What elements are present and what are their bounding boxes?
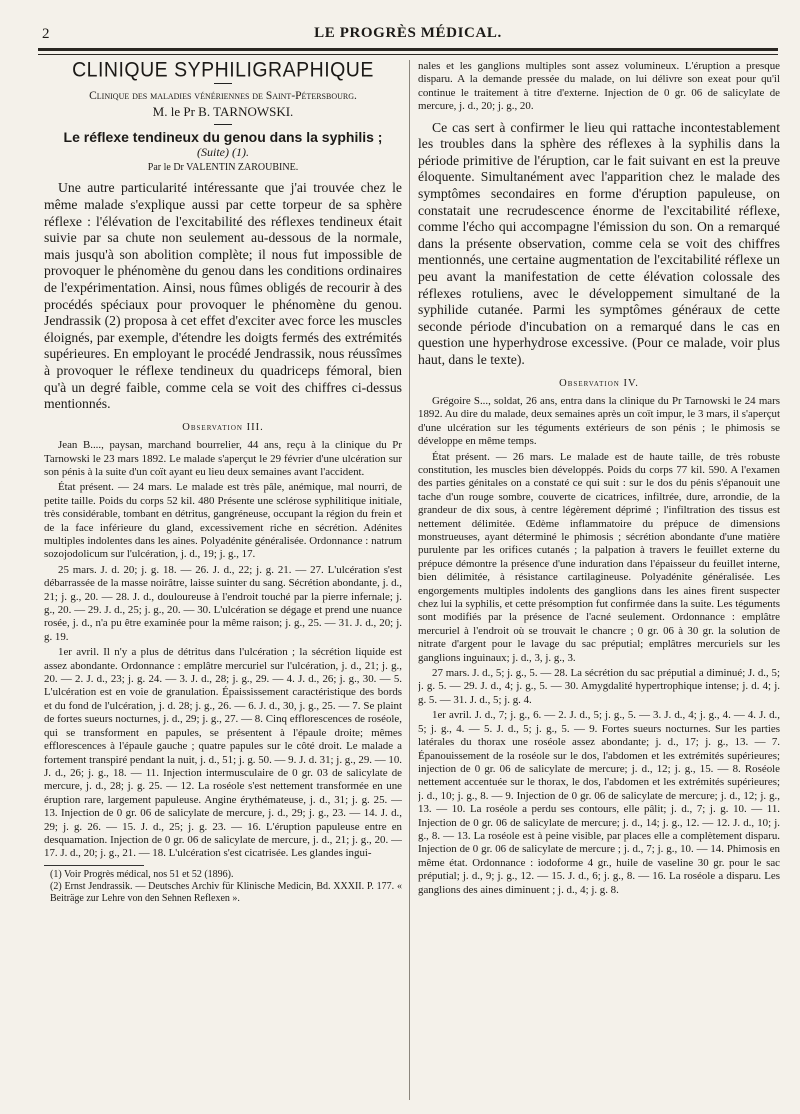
footnotes (44, 865, 402, 905)
page-number: 2 (42, 26, 50, 42)
header-rule-thin (38, 54, 778, 55)
footnote: (2) Ernst Jendrassik. — Deutsches Archiv für Klinische Medicin, Bd. XXXII. P. 177. « Beiträge zur Lehre von den Sehnen Reflexen ». (50, 880, 402, 904)
footnote: (1) Voir Progrès médical, nos 51 et 52 (1896). (50, 868, 234, 880)
obs4-paragraph: État présent. — 26 mars. Le malade est de haute taille, de très robuste constitution, les muscles bien développés. Poids du corps 77 kil. 590. A l'examen des parties génitales on a constaté ce qui suit : sur le dos du pénis s'épanouit une tache d'un rouge sombre, couverte de cicatrices, infiltrée, dure, arrondie, de la grandeur de dix sous, à centre légèrement déprimé ; l'infiltration des tissus est nettement délimitée. Œdème inflammatoire du prépuce de dimensions monstrueuses, ayant déterminé le phimosis ; sécrétion abondante d'une matière purulente par les orifices cutanés ; la palpation à travers le feuillet externe du prépuce démontre la présence d'une induration dans l'épaisseur du feuillet interne, bien délimitée, à résistance cartilagineuse. Polyadénite généralisée. Les engorgements multiples indolents des ganglions dans les aines firent suspecter chez lui la syphilis, et cette présomption fut confirmée dans la suite. Les téguments sont modifiés par la présence de l'acné seulement. Ordonnance : emplâtre mercuriel à l'endroit où se trouvait le chancre ; 0 gr. 06 à 30 gr. la solution de nitrate d'argent pour le lavage du sac préputial; emplâtres mercuriels sur les ganglions inguinaux; j. d., 3, j. g., 3. (418, 450, 780, 664)
header-rule-thick (38, 48, 778, 51)
obs4-paragraph: 27 mars. J. d., 5; j. g., 5. — 28. La sécrétion du sac préputial a diminué; J. d., 5; j. g. 5. — 29. J. d., 4; j. g., 5. — 30. Amygdalité hypertrophique intense; j. d. 4; j. g. 5. — 31. J. d., 5; j. g. 4. (418, 667, 780, 706)
observation-3-heading: Observation III. (182, 421, 264, 433)
article-title: Le réflexe tendineux du genou dans la syphilis ; (63, 129, 383, 146)
article-suite: (Suite) (1). (197, 144, 249, 159)
observation-4-heading: Observation IV. (559, 377, 639, 389)
obs4-paragraph: 1er avril. J. d., 7; j. g., 6. — 2. J. d., 5; j. g., 5. — 3. J. d., 4; j. g., 4. — 4. J. d., 5; j. g., 4. — 5. J. d., 5; j. g., 5. — 9. Fortes sueurs nocturnes. Sur les parties latérales du thorax une roséole assez abondante; j. d., 17; j. g., 13. — 7. Épanouissement de la roséole sur le dos, l'abdomen et les extrémités supérieures; injection de 0 gr. 06 de salicylate de mercure; j. d., 12; j. g., 15. — 8. Roséole nettement accentuée sur le thorax, le dos, l'abdomen et les extrémités supérieures; j. d., 10; j. g., 8. — 9. Injection de 0 gr. 06 de salicylate de mercure; j. d., 12; j. g., 13. — 10. La roséole a perdu ses contours, elle pâlit; j. d., 7; j. g. 10. — 11. Injection de 0 gr. 06 de salicylate de mercure; j. d., 14; j. g., 12. — 12. J. d., 10; j. g., 8. — 13. La roséole est à peine visible, par places elle a complètement disparu. Injection de 0 gr. 06 de salicylate de mercure ; j. d., 7; j. g., 10. — 14. Phimosis en même état. Ordonnance : iodoforme 4 gr., huile de vaseline 30 gr. pour le sac préputial; j. d., 9; j. g., 12. — 15. J. d., 6; j. g., 8. — 16. La roséole a disparu. Les ganglions des aines diminuent ; j. d., 4; j. g. 8. (418, 709, 780, 896)
intro-paragraph: Une autre particularité intéressante que j'ai trouvée chez le même malade s'explique aussi par cette torpeur de sa sphère réflexe : l'élévation de l'excitabilité des réflexes tendineux était suivie par sa chute non seulement au-dessous de la normale, mais jusqu'à son abolition complète; il nous fut impossible de provoquer le phénomène du genou dans les conditions ordinaires de l'expérimentation. Ainsi, nous fûmes obligés de recourir à des procédés spéciaux pour provoquer le phénomène du genou. Jendrassik (2) proposa à cet effet d'exciter avec force les muscles éloignés, par exemple, d'étendre les doigts fermés des extrémités supérieures. En employant le procédé Jendrassik, nous réussîmes à provoquer le réflexe tendineux du quadriceps fémoral, bien qu'à un degré faible, comme cela se voit des chiffres ci-dessus mentionnés. (44, 180, 402, 412)
obs4-paragraph: Grégoire S..., soldat, 26 ans, entra dans la clinique du Pr Tarnowski le 24 mars 1892. Au dire du malade, deux semaines après un coït impur, le 3 mars, il s'aperçut d'une ulcération sur les téguments extérieurs de son pénis ; le phimosis se développe en même temps. (418, 394, 780, 448)
obs3-paragraph: 25 mars. J. d. 20; j. g. 18. — 26. J. d., 22; j. g. 21. — 27. L'ulcération s'est débarrassée de la masse noirâtre, laisse suinter du sang. Sécrétion abondante, j. d., 21; j. g., 20. — 28. J. d., douloureuse à l'endroit touché par la pierre infernale; j. g., 20. — 29. J. d., 25; j. g., 20. — 30. L'ulcération se dégage et prend une nuance rosée, j. d., n'a pu être examinée pour la même raison; j. g., 25. — 31. J. d., 20; j. g. 19. (44, 563, 402, 643)
obs3-paragraph: État présent. — 24 mars. Le malade est très pâle, anémique, mal nourri, de petite taille. Poids du corps 52 kil. 480 Présente une sclérose syphilitique initiale, très considérable, tombant en détritus, gangréneuse, occupant la région du frein et de la face inférieure du gland, excessivement riche en sécrétion. Adénites multiples indolentes dans les aines. Polyadénite généralisée. Ordonnance : natrum sozojodolicum sur l'ulcération, j. d., 19; j. g., 17. (44, 481, 402, 561)
commentary-paragraph: Ce cas sert à confirmer le lieu qui rattache incontestablement les troubles dans la sphère des réflexes à la syphilis dans la période primitive de l'éruption, car le fait suivant en est la preuve éloquente. Simultanément avec l'apparition chez le malade des symptômes secondaires en forme d'éruption papuleuse, on constatait une recrudescence énorme de l'excitabilité réflexe, comme l'écho qui accompagne l'émission du son. On a remarqué dans la présente observation, comme cela se voit des chiffres mentionnés, une certaine augmentation de l'excitabilité réflexe un peu avant la manifestation de cette élévation colossale des réflexes rotuliens, avec le développement simultané de la syphilide cutanée. Parmi les symptômes généraux de cette seconde période d'incubation on a remarqué dans le cas en question une hyperhydrose excessive. (Pour ce malade, voir plus haut, dans le texte). (418, 119, 780, 367)
left-column (44, 60, 402, 1100)
right-column (418, 60, 780, 1100)
page-header (38, 22, 778, 48)
title-dash (214, 83, 232, 84)
author-line: Par le Dr VALENTIN ZAROUBINE. (147, 162, 299, 174)
running-title: LE PROGRÈS MÉDICAL. (314, 25, 502, 41)
column-divider (409, 60, 410, 1100)
section-title: CLINIQUE SYPHILIGRAPHIQUE (72, 60, 374, 83)
continuation-paragraph: nales et les ganglions multiples sont assez volumineux. L'éruption a presque disparu. A la demande pressée du malade, on lui délivre son exeat pour qu'il continue le traitement à titre d'externe. Injection de 0 gr. 06 de salicylate de mercure, j. d., 20; j. g., 20. (418, 60, 780, 113)
professor-line: M. le Pr B. TARNOWSKI. (152, 103, 294, 119)
obs3-paragraph: 1er avril. Il n'y a plus de détritus dans l'ulcération ; la sécrétion liquide est assez abondante. Ordonnance : emplâtre mercuriel sur l'ulcération, j. d., 21; j. g., 20. — 2. J. d., 23; j. g. 24. — 3. J. d., 28; j. g., 29. — 4. J. d., 26; j. g., 30. — 5. L'ulcération est en voie de granulation. Épaississement caractéristique des bords et du fond de l'ulcération, j. d. 28; j. g., 26. — 6. J. d., 30, j. g., 25. — 7. Se plaint de fortes sueurs nocturnes, j. d., 29; j. g., 27. — 8. Cinq efflorescences de roséole, qui se transforment en papules, se présentent à l'épaule droite; mêmes efflorescences à l'épaule gauche ; quatre papules sur le côté droit. Le malade a fortement transpiré pendant la nuit, j. d., 51; j. g. 50. — 9. J. d. 31; j. g., 29. — 10. J. d., 26; j. g., 18. — 11. Injection intermusculaire de 0 gr. 03 de salicylate de mercure, j. d., 28; j. g. 25. — 12. La roséole s'est nettement transformée en une éruption rare, largement papuleuse. Angine érythémateuse, j. d., 31; j. g. 25. — 13. Injection de 0 gr. 06 de salicylate de mercure, j. d., 29; j. g., 23. — 14. J. d., 29; j. g. 26. — 15. J. d., 25; j. g. 23. — 16. L'éruption papuleuse entre en desquamation. Injection de 0 gr. 06 de salicylate de mercure, j. d., 21; j. g., 20. — 17. J. d., 20; j. g., 21. — 18. L'ulcération s'est cicatrisée. Les glandes ingui- (44, 646, 402, 860)
title-dash-2 (214, 124, 232, 125)
footnote-rule (44, 865, 144, 866)
clinic-name: Clinique des maladies vénériennes de Saint-Pétersbourg. (89, 90, 357, 103)
obs3-paragraph: Jean B...., paysan, marchand bourrelier, 44 ans, reçu à la clinique du Pr Tarnowski le 23 mars 1892. Le malade s'aperçut le 29 février d'une ulcération sur son pénis à la suite d'un coït ayant eu lieu deux semaines avant l'accident. (44, 439, 402, 478)
